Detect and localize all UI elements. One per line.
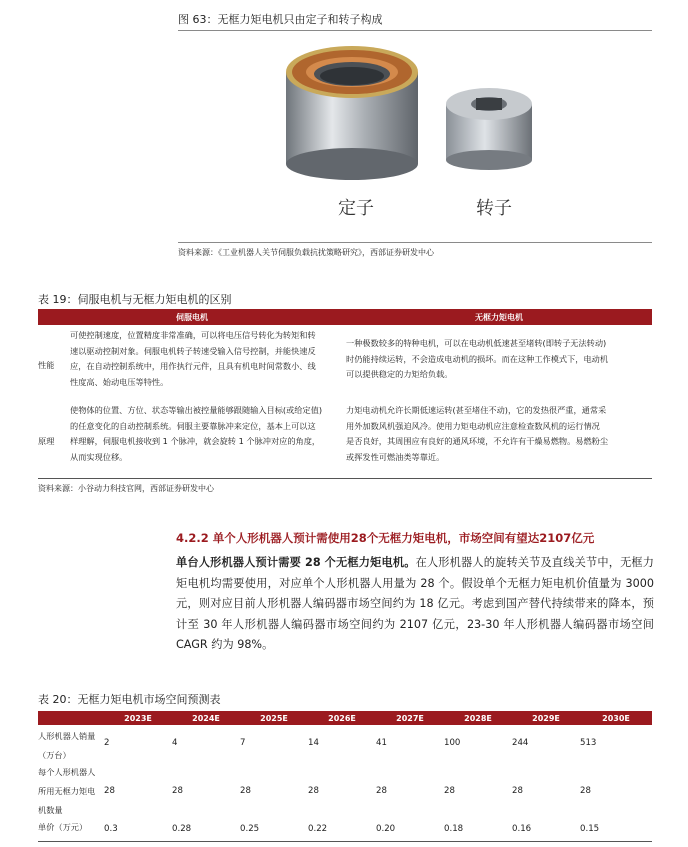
table19-row-label: 性能 <box>38 360 55 370</box>
figure-top-rule <box>178 30 652 31</box>
table20-header-year: 2030E <box>580 711 652 725</box>
table20-header-year: 2023E <box>104 711 172 725</box>
table20-cell: 100 <box>444 738 461 748</box>
table20-cell: 0.28 <box>172 824 192 834</box>
motor-illustration <box>178 34 652 240</box>
table20-header-year: 2029E <box>512 711 580 725</box>
section-lead: 单台人形机器人预计需要 28 个无框力矩电机。 <box>176 556 416 569</box>
figure-title: 图 63：无框力矩电机只由定子和转子构成 <box>178 13 383 26</box>
table19-row-principle-servo: 使物体的位置、方位、状态等输出被控量能够跟随输入目标(或给定值) 的任意变化的自动控制系统。伺服主要靠脉冲来定位，基本上可以这 样理解，伺服电机接收到 1 个脉冲，就会旋转 1 个脉冲对应的角度， 从而实现位移。 <box>70 405 323 462</box>
table20-title: 表 20：无框力矩电机市场空间预测表 <box>38 693 221 706</box>
table20-cell: 28 <box>104 786 115 796</box>
stator-caption: 定子 <box>338 198 374 219</box>
table19-header-frameless: 无框力矩电机 <box>346 309 652 325</box>
table20-header-year: 2028E <box>444 711 512 725</box>
table19-row-principle-frameless: 力矩电动机允许长期低速运转(甚至堵住不动)，它的发热很严重，通常采 用外加数风机强迫风冷。使用力矩电动机应注意检查数风机的运行情况 是否良好，其周围应有良好的通风环境，不允许有干燥易燃物。易燃粉尘 或挥发性可燃油类等靠近。 <box>346 405 609 462</box>
table20-row-label: 人形机器人销量 （万台） <box>38 731 96 760</box>
table20-header-year: 2026E <box>308 711 376 725</box>
table20-bottom-rule <box>38 841 652 842</box>
table20-header-blank <box>38 711 104 725</box>
rotor-caption: 转子 <box>476 198 512 219</box>
table20-cell: 0.18 <box>444 824 464 834</box>
figure-bottom-rule <box>178 242 652 243</box>
table19-row-performance-servo: 可使控制速度，位置精度非常准确，可以将电压信号转化为转矩和转 速以驱动控制对象。伺服电机转子转速受输入信号控制，并能快速反 应，在自动控制系统中，用作执行元件，且具有机电时间常数小、线 性度高、始动电压等特性。 <box>70 330 316 387</box>
table20-cell: 28 <box>172 786 183 796</box>
stator-image <box>286 46 418 180</box>
table19-source: 资料来源：小谷动力科技官网，西部证券研发中心 <box>38 484 214 493</box>
table20-cell: 0.16 <box>512 824 532 834</box>
section-body: 在人形机器人的旋转关节及直线关节中，无框力矩电机均需要使用，对应单个人形机器人用量为 28 个。假设单个无框力矩电机价值量为 3000 元，则对应目前人形机器人编码器市场空间约为 18 亿元。考虑到国产替代持续带来的降本，预计至 30 年人形机器人编码器市场空间约为 2107 亿元，23-30 年人形机器人编码器市场空间 CAGR 约为 98%。 <box>176 556 654 651</box>
table20-header-year: 2027E <box>376 711 444 725</box>
figure-stator-rotor <box>178 34 652 240</box>
table20-cell: 0.25 <box>240 824 260 834</box>
table20-cell: 0.3 <box>104 824 118 834</box>
table20-cell: 41 <box>376 738 387 748</box>
table19-row-label: 原理 <box>38 436 55 446</box>
table20-cell: 2 <box>104 738 110 748</box>
table20-cell: 28 <box>512 786 523 796</box>
table20-cell: 7 <box>240 738 246 748</box>
rotor-image <box>446 88 532 170</box>
section-paragraph <box>176 553 654 656</box>
table20-cell: 28 <box>376 786 387 796</box>
section-title: 4.2.2 单个人形机器人预计需使用28个无框力矩电机，市场空间有望达2107亿元 <box>176 531 595 545</box>
table20-cell: 28 <box>240 786 251 796</box>
table20-cell: 28 <box>580 786 591 796</box>
table20-header-year: 2025E <box>240 711 308 725</box>
table20-row-label: 单价（万元） <box>38 822 88 832</box>
table19-row-performance-frameless: 一种极数较多的特种电机，可以在电动机低速甚至堵转(即转子无法转动) 时仍能持续运转，不会造成电动机的损坏。而在这种工作模式下，电动机 可以提供稳定的力矩给负载。 <box>346 338 609 379</box>
table20-cell: 513 <box>580 738 597 748</box>
figure-source: 资料来源：《工业机器人关节伺服负载抗扰策略研究》，西部证券研发中心 <box>178 248 434 257</box>
table19-title: 表 19：伺服电机与无框力矩电机的区别 <box>38 293 232 306</box>
table20-row-label: 每个人形机器人 所用无框力矩电 机数量 <box>38 767 96 815</box>
table20-cell: 0.15 <box>580 824 600 834</box>
table20-cell: 28 <box>444 786 455 796</box>
table20-cell: 244 <box>512 738 529 748</box>
table20-header-year: 2024E <box>172 711 240 725</box>
table20-cell: 14 <box>308 738 319 748</box>
table19-header-servo: 伺服电机 <box>38 309 346 325</box>
table20-cell: 4 <box>172 738 178 748</box>
table20-cell: 0.22 <box>308 824 328 834</box>
table20-cell: 0.20 <box>376 824 396 834</box>
table20-cell: 28 <box>308 786 319 796</box>
table19-bottom-rule <box>38 478 652 479</box>
